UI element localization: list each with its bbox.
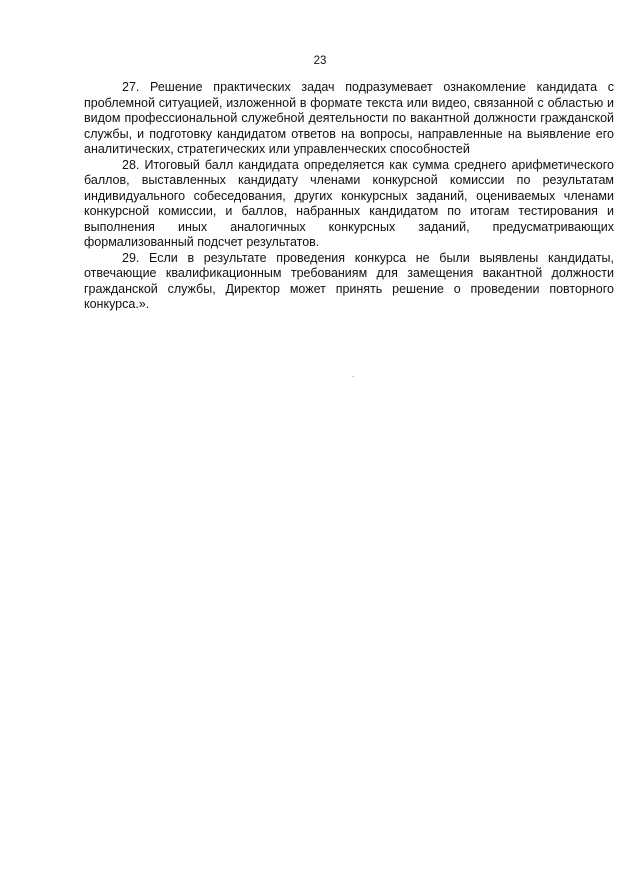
scan-speck	[352, 376, 354, 377]
paragraph-29: 29. Если в результате проведения конкурса не были выявлены кандидаты, отвечающие квалификационным требованиям для замещения вакантной должности гражданской службы, Директор может принять решение о проведении повторного конкурса.».	[84, 250, 614, 311]
paragraph-27: 27. Решение практических задач подразумевает ознакомление кандидата с проблемной ситуацией, изложенной в формате текста или видео, связанной с областью и видом профессиональной служебной деятельности по вакантной должности гражданской службы, и подготовку кандидатом ответов на вопросы, направленные на выявление его аналитических, стратегических или управленческих способностей	[84, 80, 614, 156]
document-body	[84, 80, 614, 313]
page-number: 23	[313, 55, 327, 67]
paragraph-28: 28. Итоговый балл кандидата определяется как сумма среднего арифметического баллов, выставленных кандидату членами конкурсной комиссии по результатам индивидуального собеседования, других конкурсных заданий, оцениваемых членами конкурсной комиссии, и баллов, набранных кандидатом по итогам тестирования и выполнения иных аналогичных конкурсных заданий, предусматривающих формализованный подсчет результатов.	[84, 157, 614, 249]
